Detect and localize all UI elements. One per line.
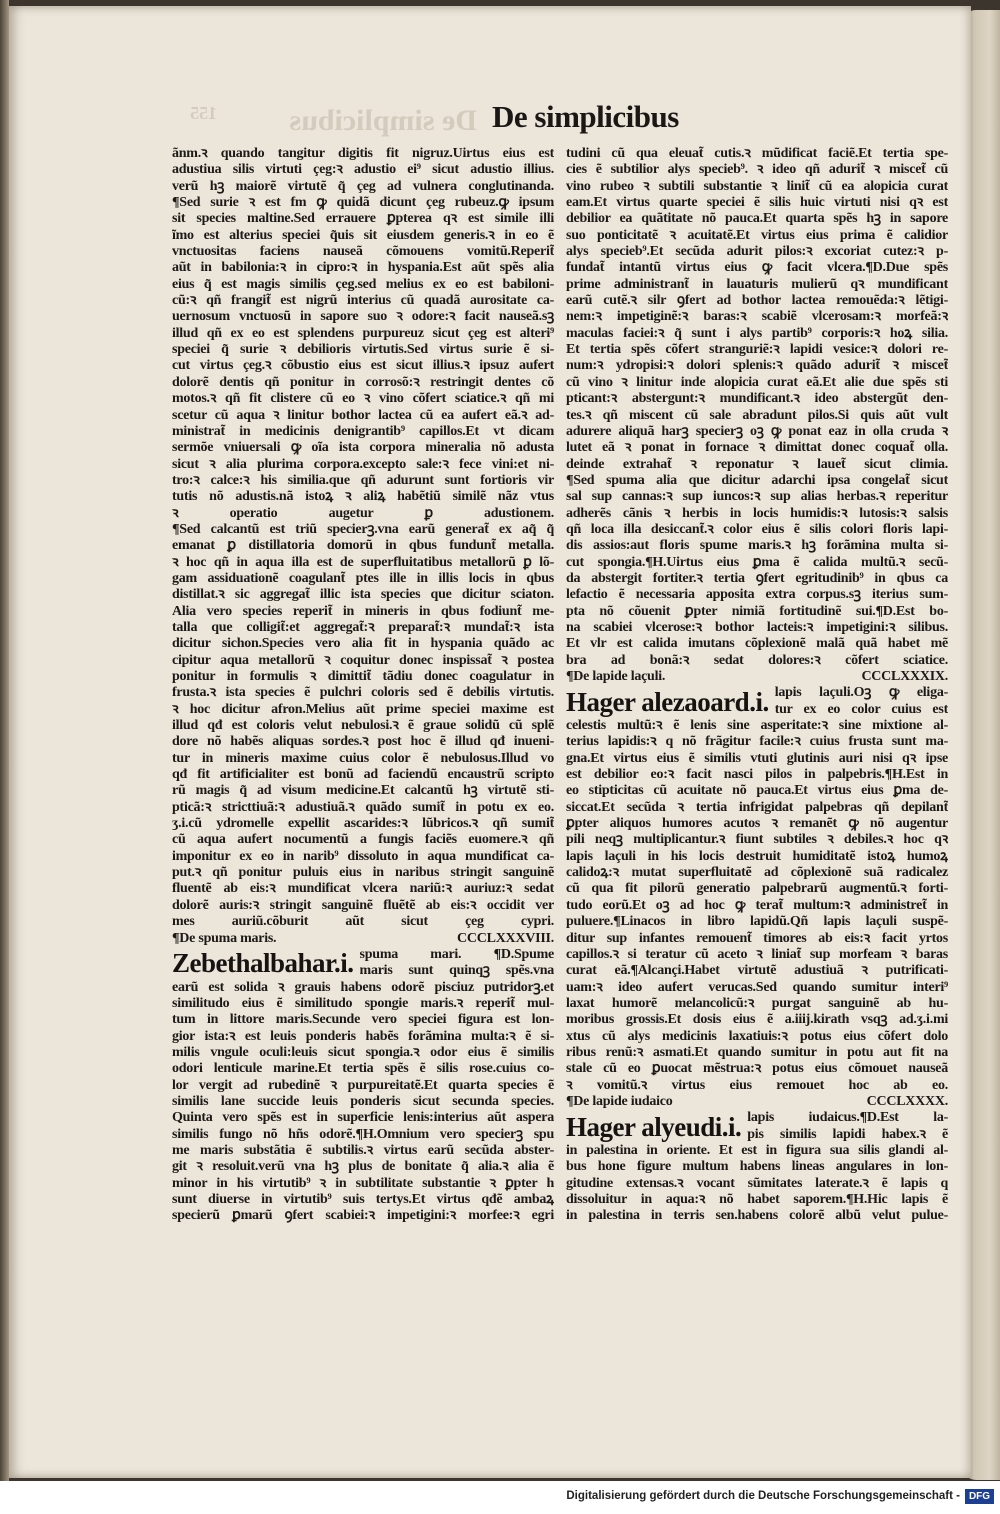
text-line: lor vergit ad rubedinẽ ꝛ purpureitatẽ.Et quarta species ẽ xyxy=(172,1077,554,1093)
heading-line: tur ex eo color cuius est xyxy=(774,701,948,717)
running-title-showthrough: De simplicibus xyxy=(289,104,477,137)
text-line: sit species maltine.Sed errauere ꝑpterea qꝛ est simile illi xyxy=(172,211,554,227)
funding-notice: Digitalisierung gefördert durch die Deutsche Forschungsgemeinschaft - xyxy=(566,1490,960,1502)
text-line: vino rubeo ꝛ subtili substantie ꝛ linit̃ cũ ea alopicia curat xyxy=(566,178,948,194)
text-line: similitudo eius ẽ similitudo spongie maris.ꝛ reperit̃ mul- xyxy=(172,995,554,1011)
text-line: pticã:ꝛ stricttiuã:ꝛ adustiuã.ꝛ quãdo sumit̃ in potu ex eo. xyxy=(172,799,554,815)
text-line: sal sup cannas:ꝛ sup iuncos:ꝛ sup alias herbas.ꝛ reperitur xyxy=(566,489,948,505)
text-line: dolorẽ dentis qñ ponitur in corrosõ:ꝛ restringit dentes cõ xyxy=(172,374,554,390)
text-line: prime administrant̃ in lauaturis mulierũ qꝛ mundificant xyxy=(566,276,948,292)
text-line: put.ꝛ qñ ponitur puluis eius in naribus stringit sanguinẽ xyxy=(172,865,554,881)
text-line: bus hone figure multum habens lineas angulares in lon- xyxy=(566,1159,948,1175)
text-line: curat eã.¶Alcançi.Habet virtutẽ adustiuã ꝛ putrificati- xyxy=(566,963,948,979)
text-line: ãnm.ꝛ quando tangitur digitis fit nigruz.Uirtus eius est xyxy=(172,146,554,161)
text-line: frusta.ꝛ ista species ẽ pulchri coloris sed ẽ debilis virtutis. xyxy=(172,685,554,701)
text-line: eam.Et virtus quarte speciei ẽ silis huic virtuti nisi qꝛ est xyxy=(566,195,948,211)
folio-number-showthrough: 155 xyxy=(190,103,217,123)
entry-heading-lines xyxy=(775,685,948,718)
entry-headword: Zebethalbahar.i. xyxy=(172,948,354,979)
section-number: CCCLXXXIX. xyxy=(861,669,948,684)
text-line: celestis multũ:ꝛ ẽ lenis sine asperitate:ꝛ sine mixtione al- xyxy=(566,718,948,734)
text-line: Alia vero species reperit̃ in mineris in qbus fodiunt̃ me- xyxy=(172,603,554,619)
text-line: ꝛ operatio augetur ꝑ adustionem. xyxy=(172,505,554,521)
text-line: tro:ꝛ calce:ꝛ his similia.que qñ adurunt sunt fortioris vir xyxy=(172,472,554,488)
text-line: uernosum vnctuosũ in sapore suo ꝛ odore:ꝛ facit nauseã.sꝫ xyxy=(172,309,554,325)
text-line: adurere aliquã harꝫ specierꝫ oꝫ ꝙ ponat eaz in olla cruda ꝛ xyxy=(566,423,948,439)
section-heading xyxy=(566,1094,948,1110)
text-line: earũ cutẽ.ꝛ silr ꝯfert ad bothor lactea remouẽda:ꝛ lẽtigi- xyxy=(566,293,948,309)
text-line: illud qñ ex eo est splendens purpureuz sicut çeg est alteri⁹ xyxy=(172,325,554,341)
text-line: da abstergit fortiter.ꝛ tertia ꝯfert egritudinib⁹ in qbus ca xyxy=(566,570,948,586)
text-line: est debilior eo:ꝛ facit nasci pilos in palpebris.¶H.Est in xyxy=(566,767,948,783)
text-line: eo stipticitas cũ acuitate nõ pauca.Et virtus eius ꝑma de- xyxy=(566,783,948,799)
text-line: terius lapidis:ꝛ q nõ frãgitur facile:ꝛ cuius frusta sunt ma- xyxy=(566,734,948,750)
text-line: in palestina in terris sen.habens colorẽ albũ velut pulue- xyxy=(566,1208,948,1224)
text-line: ¶Sed calcantũ est triũ specierꝫ.vna earũ generat̃ ex aq̃ q̃ xyxy=(172,521,554,537)
text-line: specierũ ꝑmarũ ꝯfert scabiei:ꝛ impetigini:ꝛ morfee:ꝛ egri xyxy=(172,1208,554,1224)
text-line: ʒ.i.cũ ydromelle expellit ascarides:ꝛ lũbricos.ꝛ qñ sumit̃ xyxy=(172,816,554,832)
text-line: milis vngule oculi:leuis sicut spongia.ꝛ odor eius ẽ similis xyxy=(172,1044,554,1060)
entry-heading xyxy=(566,685,948,718)
text-line: alys specieb⁹.Et secũda adurit pilos:ꝛ excoriat cutez:ꝛ p- xyxy=(566,244,948,260)
text-line: vnctuositas faciens nauseã cõmouens vomitũ.Reperit̃ xyxy=(172,244,554,260)
running-title: De simplicibus xyxy=(492,99,679,134)
text-line: ꝛ hoc dicitur afron.Melius aũt prime speciei maxime est xyxy=(172,701,554,717)
text-line: moribus grossis.Et dosis eius ẽ a.iiij.kirath vsqꝫ ad.ʒ.i.mi xyxy=(566,1012,948,1028)
text-line: emanat ꝑ distillatoria domorũ in qbus fundunt̃ metalla. xyxy=(172,538,554,554)
text-line: pili neqꝫ multiplicantur.ꝛ fiunt subtiles ꝛ debiles.ꝛ hoc qꝛ xyxy=(566,832,948,848)
text-line: dicitur sichon.Species vero alia fit in hyspania quãdo ac xyxy=(172,636,554,652)
section-heading xyxy=(566,669,948,685)
text-line: fundat̃ intantũ virtus eius ꝙ facit vlcera.¶D.Due spẽs xyxy=(566,260,948,276)
text-line: tur in mineris maxime cuius color ẽ nebulosus.Illud vo xyxy=(172,750,554,766)
text-line: sermõe vniuersali ꝙ oĩa ista corpora mineralia nõ adusta xyxy=(172,440,554,456)
text-line: illud qđ est coloris velut nebulosi.ꝛ ẽ graue solidũ cũ splẽ xyxy=(172,718,554,734)
text-line: maculas faciei:ꝛ q̃ sunt i alys partib⁹ corporis:ꝛ hoꝝ silia. xyxy=(566,325,948,341)
text-line: pticant:ꝛ abstergunt:ꝛ mundificant.ꝛ ideo abstergũt den- xyxy=(566,391,948,407)
left-column xyxy=(172,146,554,1225)
text-line: nem:ꝛ impetiginẽ:ꝛ baras:ꝛ scabiẽ vlcerosam:ꝛ morfeã:ꝛ xyxy=(566,309,948,325)
entry-heading xyxy=(566,1110,948,1143)
text-line: motos.ꝛ qñ fit clistere cũ eo ꝛ vino cõfert sciatice.ꝛ qñ mi xyxy=(172,391,554,407)
text-line: siccat.Et secũda ꝛ tertia infrigidat palpebras qñ depilant̃ xyxy=(566,799,948,815)
text-line: sunt diuerse in virtutib⁹ suis tertys.Et virtus qđẽ ambaꝝ xyxy=(172,1192,554,1207)
entry-heading xyxy=(172,947,554,980)
book-binding-edge xyxy=(0,0,9,1481)
section-heading xyxy=(172,931,554,947)
text-line: minor in his virtutib⁹ ꝛ in subtilitate substantie ꝛ ꝑpter h xyxy=(172,1175,554,1191)
text-line: Quinta vero spẽs est in superficie lenis:interius aũt aspera xyxy=(172,1110,554,1126)
heading-line: lapis iudaicus.¶D.Est la- xyxy=(747,1110,948,1126)
text-line: ditur sup infantes remouent̃ timores ab eis:ꝛ facit yrtos xyxy=(566,930,948,946)
text-line: gior ista:ꝛ est leuis ponderis habẽs forãmina multa:ꝛ ẽ si- xyxy=(172,1028,554,1044)
text-line: distillat.ꝛ sic aggregat̃ illic ista species que dicitur sciaton. xyxy=(172,587,554,603)
text-line: tes.ꝛ qñ miscent cũ sale abradunt pilos.Si quis aũt vult xyxy=(566,407,948,423)
text-line: ꝛ hoc qñ in aqua illa est de superfluitatibus metallorũ ꝑ lõ- xyxy=(172,554,554,570)
text-line: cut virtus çeg.ꝛ cõbustio eius est sicut illius.ꝛ ipsuz aufert xyxy=(172,358,554,374)
section-number: CCCLXXXVIII. xyxy=(457,930,554,946)
text-line: na scabiei vlcerose:ꝛ bothor lacteis:ꝛ impetigini:ꝛ silibus. xyxy=(566,619,948,635)
text-line: calidoꝝ:ꝛ mutat superfluitatẽ ad cõplexionẽ suã radicalez xyxy=(566,865,948,881)
text-line: pta nõ cõuenit ꝑpter nimiã fortitudinẽ sui.¶D.Est bo- xyxy=(566,603,948,619)
text-line: stale cũ eo ꝑuocat mẽstrua:ꝛ potus eius cõmouet nauseã xyxy=(566,1061,948,1077)
text-line: dolorẽ auris:ꝛ stringit sanguinẽ fluẽtẽ ab eis:ꝛ occidit ver xyxy=(172,897,554,913)
text-line: me maris substãtia ẽ subtilis.ꝛ virtus earũ secũda abster- xyxy=(172,1142,554,1158)
text-line: ribus renũ:ꝛ asmati.Et quando sumitur in potu aut fit na xyxy=(566,1044,948,1060)
text-line: adherẽs cãnis ꝛ herbis in locis humidis:ꝛ lutosis:ꝛ salsis xyxy=(566,505,948,521)
text-line: ꝛ vomitũ.ꝛ virtus eius remouet hoc ab eo. xyxy=(566,1077,948,1093)
text-line: sicut ꝛ alia plurima corpora.excepto sale:ꝛ fece vini:et ni- xyxy=(172,456,554,472)
text-line: laxat humorẽ melancolicũ:ꝛ purgat sanguinẽ ab hu- xyxy=(566,995,948,1011)
right-column xyxy=(566,146,948,1225)
entry-heading-lines xyxy=(360,947,554,980)
text-line: similis fungo nõ hñs odorẽ.¶H.Omnium vero specierꝫ spu xyxy=(172,1126,554,1142)
text-line: similis lane succide leuis ponderis sicut secunda species. xyxy=(172,1093,554,1109)
text-line: suo ponticitatẽ ꝛ acuitatẽ.Et virtus eius prima ẽ calidior xyxy=(566,227,948,243)
text-line: cut spongia.¶H.Uirtus eius ꝑma ẽ calida multũ.ꝛ secũ- xyxy=(566,554,948,570)
text-line: ¶Sed surie ꝛ est fm ꝙ quidã dicunt çeg rubeuz.ꝙ ipsum xyxy=(172,195,554,211)
footer-bar xyxy=(0,1481,1000,1514)
text-line: aũt in babilonia:ꝛ in cipro:ꝛ in hyspania.Est aũt spẽs alia xyxy=(172,260,554,276)
text-line: capillos.ꝛ si teratur cũ aceto ꝛ liniat̃ sup morfeam ꝛ baras xyxy=(566,946,948,962)
heading-line: lapis laçuli.Oꝫ ꝙ eliga- xyxy=(774,685,948,701)
text-line: Et tertia spẽs cõfert stranguriẽ:ꝛ lapidi vesice:ꝛ dolori re- xyxy=(566,342,948,358)
text-line: tutis nõ adustis.nã istoꝝ ꝛ aliꝝ habẽtiũ similẽ nãz vtus xyxy=(172,489,554,505)
text-line: dore nõ habẽs aliquas sordes.ꝛ post hoc ẽ illud qđ inueni- xyxy=(172,734,554,750)
text-line: fluentẽ ab eis:ꝛ mundificat vlcera nariũ:ꝛ auriuz:ꝛ sedat xyxy=(172,881,554,897)
text-line: earũ est solida ꝛ grauis habens odorẽ pisciuz putridorꝫ.et xyxy=(172,979,554,995)
text-line: dissoluitur in aqua:ꝛ nõ habet saporem.¶H.Hic lapis ẽ xyxy=(566,1192,948,1207)
text-line: tudo eorũ.Et oꝫ ad hoc ꝙ terat̃ multum:ꝛ administret̃ in xyxy=(566,897,948,913)
text-line: ¶Sed spuma alia que dicitur adarchi ipsa congelat̃ sicut xyxy=(566,472,948,488)
text-line: xtus cũ alys medicinis laxatiuis:ꝛ potus eius cõfert dolo xyxy=(566,1028,948,1044)
text-line: odori lenticule marine.Et tertia spẽs ẽ silis rose.cuius co- xyxy=(172,1061,554,1077)
text-line: scetur cũ aqua ꝛ linitur bothor lactea cũ ea aufert eã.ꝛ ad- xyxy=(172,407,554,423)
text-line: talla que colligit̃:et aggregat̃:ꝛ preparat̃:ꝛ mundat̃:ꝛ ista xyxy=(172,619,554,635)
text-line: git ꝛ resoluit.verũ vna hꝫ plus de bonitate q̃ alia.ꝛ alia ẽ xyxy=(172,1159,554,1175)
text-line: qđ fit artificialiter est bonũ ad faciendũ encaustrũ scripto xyxy=(172,767,554,783)
text-line: deinde extrahat̃ ꝛ reponatur ꝛ lauet̃ sicut climia. xyxy=(566,456,948,472)
section-title: ¶De lapide laçuli. xyxy=(566,669,666,684)
text-line: dis assios:aut floris spume maris.ꝛ hꝫ forãmina multa si- xyxy=(566,538,948,554)
text-line: mes auriũ.cõburit aũt sicut çeg cypri. xyxy=(172,914,554,930)
text-line: cies ẽ subtilior alys specieb⁹. ꝛ ideo qñ adurit̃ ꝛ miscet̃ cũ xyxy=(566,162,948,178)
text-line: tudini cũ qua eleuat̃ cutis.ꝛ mũdificat faciẽ.Et tertia spe- xyxy=(566,146,948,161)
text-line: ꝑpter aliquos humores acutos ꝛ remanẽt ꝙ nõ augentur xyxy=(566,816,948,832)
text-line: bra ad bonã:ꝛ sedat dolores:ꝛ cõfert sciatice. xyxy=(566,652,948,668)
heading-line: maris sunt quinqꝫ spẽs.vna xyxy=(359,963,554,979)
text-line: cũ aqua aufert nocumentũ a fungis faciẽs euomere.ꝛ qñ xyxy=(172,832,554,848)
text-line: gna.Et virtus eius ẽ similis vtuti glutinis auri nisi qꝛ ipse xyxy=(566,750,948,766)
text-line: lapis laçuli in his locis destruit humiditatẽ istoꝝ humoꝝ xyxy=(566,848,948,864)
text-line: speciei q̃ surie ꝛ debilioris virtutis.Sed virtus surie ẽ si- xyxy=(172,342,554,358)
text-line: tum in littore maris.Secunde vero speciei figura est lon- xyxy=(172,1012,554,1028)
heading-line: spuma mari. ¶D.Spume xyxy=(359,946,554,962)
text-line: gam assiduationẽ coagulant̃ ptes ille in illis locis in qbus xyxy=(172,570,554,586)
text-line: ministrat̃ in medicinis denigrantib⁹ capillos.Et vt dicam xyxy=(172,423,554,439)
text-line: puluere.¶Linacos in libro lapidũ.Qñ lapis laçuli suspẽ- xyxy=(566,914,948,930)
text-line: cũ qua fit pilorũ generatio palpebrarũ augmentũ.ꝛ forti- xyxy=(566,881,948,897)
text-line: qñ loca illa desiccant̃.ꝛ color eius ẽ silis colori floris lapi- xyxy=(566,521,948,537)
text-line: cũ:ꝛ qñ frangit̃ est nigrũ interius cũ quadã aurositate ca- xyxy=(172,293,554,309)
text-line: ĩmo est alterius speciei q̃uis sit eiusdem generis.ꝛ in eo ẽ xyxy=(172,227,554,243)
section-title: ¶De lapide iudaico xyxy=(566,1093,673,1109)
entry-headword: Hager alezaoard.i. xyxy=(566,686,769,717)
text-line: Et vlr est calida imutans cõplexionẽ malã quã habet mẽ xyxy=(566,636,948,652)
text-line: adustiua silis virtuti çeg:ꝛ adustio ei⁹ sicut adustio illius. xyxy=(172,162,554,178)
text-line: uam:ꝛ ideo aufert verucas.Sed quando sumitur interi⁹ xyxy=(566,979,948,995)
text-line: cipitur aqua metallorũ ꝛ coquitur donec inspissat̃ ꝛ postea xyxy=(172,652,554,668)
text-line: rũ magis q̃ ad visum medicine.Et calcantũ hꝫ virtutẽ sti- xyxy=(172,783,554,799)
section-title: ¶De spuma maris. xyxy=(172,930,277,946)
dfg-logo: DFG xyxy=(965,1489,994,1504)
text-line: lefactio ẽ necessaria apposita extra corpus.sꝫ iterius sum- xyxy=(566,587,948,603)
entry-heading-lines xyxy=(747,1110,948,1143)
entry-headword: Hager alyeudi.i. xyxy=(566,1111,742,1142)
section-number: CCCLXXXX. xyxy=(866,1093,948,1109)
text-line: cũ vino ꝛ linitur inde alopicia curat eã.Et alie due spẽs sti xyxy=(566,374,948,390)
text-line: num:ꝛ ydropisi:ꝛ dolori splenis:ꝛ quãdo adurit̃ ꝛ miscet̃ xyxy=(566,358,948,374)
text-line: lutet eã ꝛ ponat in fornace ꝛ dimittat donec coquat̃ olla. xyxy=(566,440,948,456)
text-line: verũ hꝫ maiorẽ virtutẽ q̃ çeg ad vulnera conglutinanda. xyxy=(172,178,554,194)
text-line: ponitur in formulis ꝛ dimittit̃ tãdiu donec coagulatur in xyxy=(172,669,554,684)
text-line: eius q̃ est magis similis çeg.sed melius ex eo est babiloni- xyxy=(172,276,554,292)
text-line: gitudine extensas.ꝛ vocant sũmitates laterate.ꝛ ẽ lapis q xyxy=(566,1175,948,1191)
text-line: imponitur ex eo in narib⁹ dissoluto in aqua mundificat ca- xyxy=(172,848,554,864)
text-line: in palestina in oriente. Et est in figura sua silis glandi al- xyxy=(566,1142,948,1158)
heading-line: pis similis lapidi habex.ꝛ ẽ xyxy=(747,1126,948,1142)
text-line: debilior ea quãtitate nõ pauca.Et quarta spẽs hꝫ in sapore xyxy=(566,211,948,227)
